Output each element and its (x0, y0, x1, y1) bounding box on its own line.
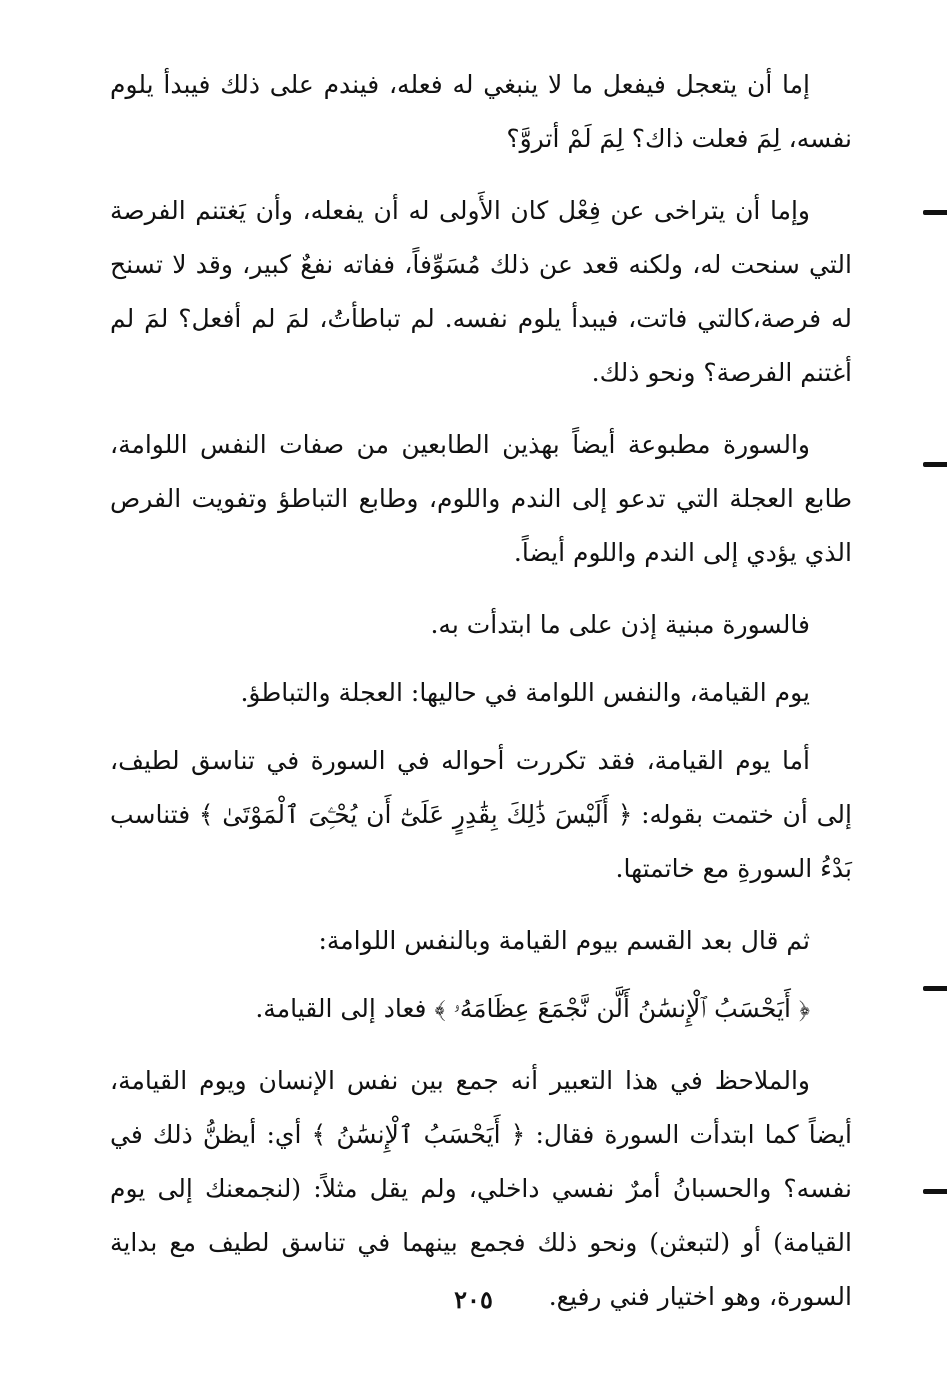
paragraph-9: والملاحظ في هذا التعبير أنه جمع بين نفس الإنسان ويوم القيامة، أيضاً كما ابتدأت السورة فقال: ﴿ أَيَحْسَبُ ٱلْإِنسَٰنُ ﴾ أي: أيظنُّ ذلك في نفسه؟ والحسبانُ أمرٌ نفسي داخلي، ولم يقل مثلاً: (لنجمعنك إلى يوم القيامة) أو (لتبعثن) ونحو ذلك فجمع بينهما في تناسق لطيف مع بداية السورة، وهو اختيار فني رفيع. (110, 1066, 852, 1311)
paragraph-1: إما أن يتعجل فيفعل ما لا ينبغي له فعله، فيندم على ذلك فيبدأ يلوم نفسه، لِمَ فعلت ذاك؟ لِمَ لَمْ أتروَّ؟ (110, 70, 852, 153)
margin-scan-mark (923, 1189, 947, 1194)
paragraph-4: فالسورة مبنية إذن على ما ابتدأت به. (430, 610, 810, 639)
paragraph-5: يوم القيامة، والنفس اللوامة في حاليها: العجلة والتباطؤ. (240, 678, 810, 707)
paragraph-2: وإما أن يتراخى عن فِعْل كان الأَولى له أن يفعله، وأن يَغتنم الفرصة التي سنحت له، ولكنه قعد عن ذلك مُسَوِّفاً، ففاته نفعٌ كبير، وقد لا تسنح له فرصة،كالتي فاتت، فيبدأ يلوم نفسه. لم تباطأتُ، لمَ لم أفعل؟ لمَ لم أغتنم الفرصة؟ ونحو ذلك. (110, 196, 852, 387)
paragraph-3: والسورة مطبوعة أيضاً بهذين الطابعين من صفات النفس اللوامة، طابع العجلة التي تدعو إلى الندم واللوم، وطابع التباطؤ وتفويت الفرص الذي يؤدي إلى الندم واللوم أيضاً. (110, 430, 852, 567)
margin-scan-mark (923, 462, 947, 467)
margin-scan-mark (923, 986, 947, 991)
page-number: ٢٠٥ (454, 1285, 493, 1314)
paragraph-8-quran-verse: ﴿ أَيَحْسَبُ ٱلْإِنسَٰنُ أَلَّن نَّجْمَعَ عِظَامَهُۥ ﴾ فعاد إلى القيامة. (255, 994, 810, 1023)
margin-scan-mark (923, 210, 947, 215)
paragraph-6: أما يوم القيامة، فقد تكررت أحواله في السورة في تناسق لطيف، إلى أن ختمت بقوله: ﴿ أَلَيْسَ ذَٰلِكَ بِقَٰدِرٍ عَلَىٰٓ أَن يُحْـِۧىَ ٱلْمَوْتَىٰ ﴾ فتناسب بَدْءُ السورةِ مع خاتمتها. (110, 746, 852, 883)
paragraph-7: ثم قال بعد القسم بيوم القيامة وبالنفس اللوامة: (318, 926, 810, 955)
